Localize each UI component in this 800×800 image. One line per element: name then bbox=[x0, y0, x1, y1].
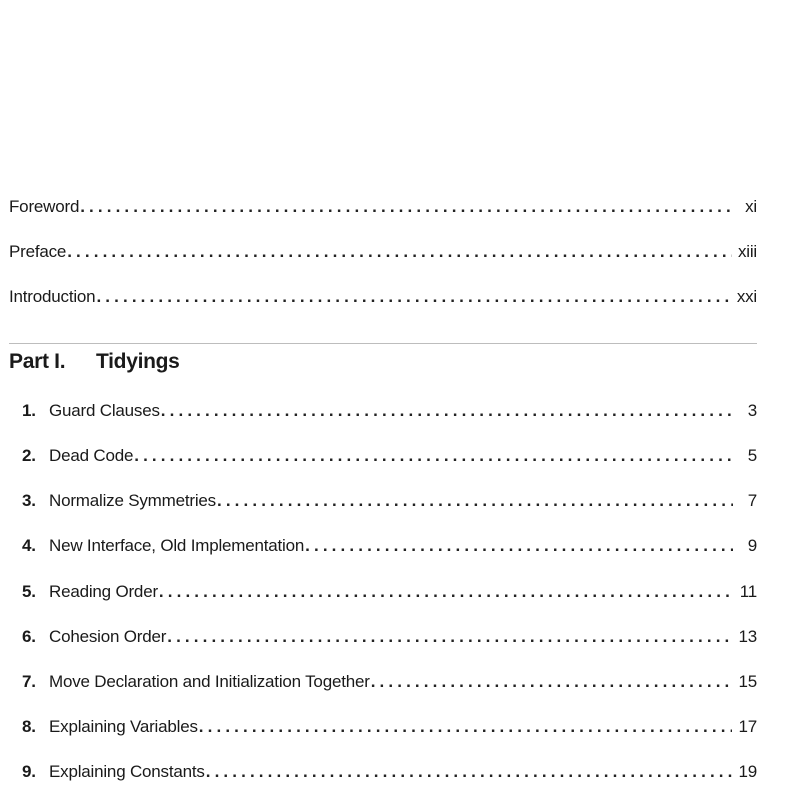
entry-page-number: xxi bbox=[736, 287, 757, 306]
chapter-number: 4. bbox=[22, 536, 36, 555]
entry-title: Explaining Constants bbox=[49, 762, 205, 781]
entry-title: Guard Clauses bbox=[49, 401, 160, 420]
chapter-number: 1. bbox=[22, 401, 36, 420]
part-label: Part I. bbox=[9, 350, 66, 373]
entry-title: Reading Order bbox=[49, 582, 158, 601]
chapter-number: 3. bbox=[22, 491, 36, 510]
entry-page-number: 5 bbox=[747, 446, 757, 465]
toc-entry-chapter-2[interactable] bbox=[22, 446, 757, 468]
entry-page-number: 9 bbox=[747, 536, 757, 555]
dot-leader bbox=[67, 242, 732, 262]
dot-leader bbox=[199, 717, 733, 737]
entry-title: Dead Code bbox=[49, 446, 134, 465]
dot-leader bbox=[305, 536, 733, 556]
entry-title: Introduction bbox=[9, 287, 96, 306]
dot-leader bbox=[161, 401, 733, 421]
dot-leader bbox=[217, 491, 733, 511]
toc-entry-foreword[interactable] bbox=[9, 197, 757, 219]
chapter-number: 9. bbox=[22, 762, 36, 781]
entry-title: Preface bbox=[9, 242, 67, 261]
entry-page-number: 19 bbox=[738, 762, 757, 781]
chapter-number: 2. bbox=[22, 446, 36, 465]
toc-entry-chapter-3[interactable] bbox=[22, 491, 757, 513]
entry-page-number: 17 bbox=[738, 717, 757, 736]
entry-title: Normalize Symmetries bbox=[49, 491, 216, 510]
toc-entry-chapter-8[interactable] bbox=[22, 717, 757, 739]
entry-page-number: xi bbox=[745, 197, 757, 216]
entry-title: Cohesion Order bbox=[49, 627, 167, 646]
chapter-number: 7. bbox=[22, 672, 36, 691]
dot-leader bbox=[206, 762, 733, 782]
toc-entry-preface[interactable] bbox=[9, 242, 757, 264]
dot-leader bbox=[371, 672, 733, 692]
chapter-number: 8. bbox=[22, 717, 36, 736]
entry-page-number: 11 bbox=[739, 582, 757, 601]
dot-leader bbox=[80, 197, 733, 217]
toc-entry-chapter-5[interactable] bbox=[22, 582, 757, 604]
part-heading bbox=[9, 350, 180, 374]
dot-leader bbox=[167, 627, 732, 647]
toc-entry-chapter-1[interactable] bbox=[22, 401, 757, 423]
toc-entry-chapter-7[interactable] bbox=[22, 672, 757, 694]
toc-entry-chapter-9[interactable] bbox=[22, 762, 757, 784]
chapter-number: 5. bbox=[22, 582, 36, 601]
toc-entry-chapter-4[interactable] bbox=[22, 536, 757, 558]
entry-title: Foreword bbox=[9, 197, 80, 216]
entry-page-number: 13 bbox=[738, 627, 757, 646]
part-title: Tidyings bbox=[96, 350, 180, 373]
toc-entry-introduction[interactable] bbox=[9, 287, 757, 309]
section-divider bbox=[9, 343, 757, 344]
entry-page-number: 15 bbox=[738, 672, 757, 691]
chapter-number: 6. bbox=[22, 627, 36, 646]
entry-title: Move Declaration and Initialization Together bbox=[49, 672, 370, 691]
entry-page-number: xiii bbox=[737, 242, 757, 261]
dot-leader bbox=[96, 287, 730, 307]
entry-page-number: 7 bbox=[747, 491, 757, 510]
entry-page-number: 3 bbox=[747, 401, 757, 420]
entry-title: Explaining Variables bbox=[49, 717, 198, 736]
dot-leader bbox=[134, 446, 733, 466]
entry-title: New Interface, Old Implementation bbox=[49, 536, 305, 555]
toc-entry-chapter-6[interactable] bbox=[22, 627, 757, 649]
dot-leader bbox=[159, 582, 733, 602]
